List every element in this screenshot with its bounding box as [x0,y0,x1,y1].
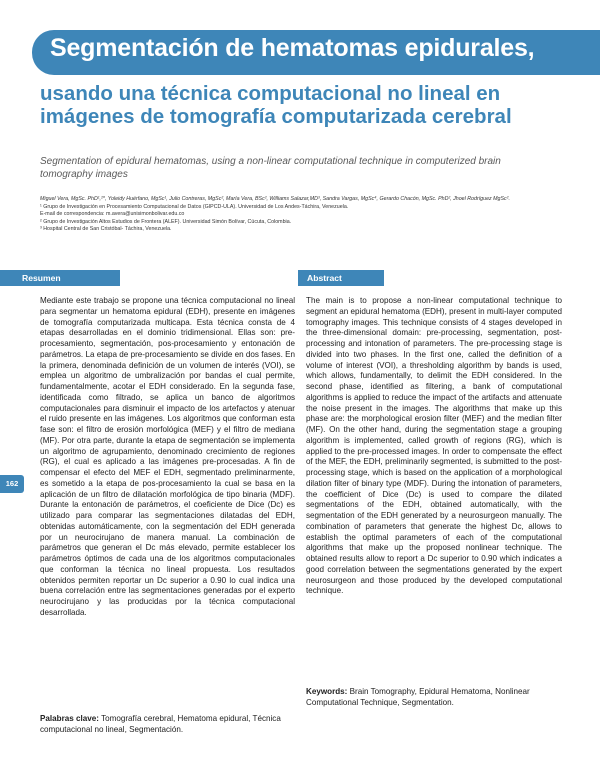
affiliation-1: ¹ Grupo de Investigación en Procesamiento Computacional de Datos (GIPCD-ULA). Universidad de Los Andes-Táchira, Venezuela. [40,203,349,210]
page-number: 162 [0,475,24,493]
correspondence-email: E-mail de correspondencia: m.avera@unisimonbolivar.edu.co [40,211,185,218]
abstract-body: The main is to propose a non-linear computational technique to segment an epidural hematoma (EDH), present in multi-layer computed tomography images. This technique consists of 4 stages developed in the three-dimensional domain: pre-processing, segmentation, post-processing and intonation of parameters. The pre-processing stage is divided into two phases. In the first one, called the definition of a volume of interest (VOI), a thresholding algorithm by bands is used, which allows, fundamentally, to delimit the EDH considered. In the second phase, identified as filtering, a bank of computational algorithms is applied to reduce the impact of the artifacts and attenuate the noise present in the images. The algorithms that make up this phase are: the morphological erosion filter (MEF) and the median filter (MF). On the other hand, during the segmentation stage a grouping algorithm is implemented, called growth of regions (RG), which is applied to the pre-processed images. In order to compensate the effect of the MEF, the EDH, preliminarily segmented, is submitted to the post-processing stage, which is based on the application of a morphological dilation filter of binary type (MDF). During the intonation of parameters, the coefficient of Dice (Dc) is used to compare the dilated segmentations of the EDH, obtained automatically, with the segmentation of the EDH generated by a neurosurgeon manually. The combination of parameters that generate the highest Dc, allows to establish the optimal parameters of each of the computational algorithms that make up the proposed nonlinear technique. The obtained results allow to report a Dc superior to 0.90 which indicates a good correlation between the segmentations generated by the expert neurosurgeon and those produced by the developed computational technique. [306,296,562,596]
author-list: Miguel Vera, MgSc. PhD¹,²*, Yoleidy Huérfano, MgSc¹, Julio Contreras, MgSc², María Vera, BSc², Williams Salazar,MD³, Sandra Vargas, MgSc⁴, Gerardo Chacón, MgSc. PhD², Jhoel Rodríguez MgSc². [40,196,510,202]
affiliation-2: ² Grupo de Investigación Altos Estudios de Frontera (ALEF). Universidad Simón Bolívar, Cúcuta, Colombia. [40,218,292,225]
affiliation-3: ³ Hospital Central de San Cristóbal- Táchira, Venezuela. [40,226,172,233]
palabras-clave-label: Palabras clave: [40,714,99,723]
resumen-body: Mediante este trabajo se propone una técnica computacional no lineal para segmentar un hematoma epidural (EDH), presente en imágenes de tomografía computarizada multicapa. Esta técnica consta de 4 etapas desarrolladas en el dominio tridimensional. Ellas son: pre-procesamiento, segmentación, pos-procesamiento y entonación de parámetros. La etapa de pre-procesamiento se divide en dos fases. En la primera, denominada definición de un volumen de interés (VOI), se emplea un algoritmo de umbralización por bandas el cual permite, fundamentalmente, acotar el EDH considerado. En la segunda fase, identificada como filtrado, se aplica un banco de algoritmos computacionales para disminuir el impacto de los artefactos y atenuar el ruido presente en las imágenes. Los algoritmos que conforman esta fase son: el filtro de erosión morfológica (MEF) y el filtro de mediana (MF). Por otra parte, durante la etapa de segmentación se implementa un algoritmo de agrupamiento, denominado crecimiento de regiones (RG), el cual es aplicado a las imágenes pre-procesadas. A fin de compensar el efecto del MEF el EDH, segmentado preliminarmente, es sometido a la etapa de pos-procesamiento la cual se basa en la aplicación de un filtro de dilatación morfológica de tipo binaria (MDF). Durante la entonación de parámetros, el coeficiente de Dice (Dc) es utilizado para comparar las segmentaciones dilatadas del EDH, obtenidas automáticamente, con la segmentación del EDH generada por un neurocirujano de manera manual. La combinación de parámetros que generan el Dc más elevado, permite establecer los parámetros óptimos de cada una de los algoritmos computacionales que conforman la técnica no lineal propuesta. Los resultados obtenidos permiten reportar un Dc superior a 0.90 lo cual indica una buena correlación entre las segmentaciones generadas por el experto neurocirujano y las producidas por la técnica computacional desarrollada. [40,296,295,617]
palabras-clave [40,714,300,736]
title-continuation: usando una técnica computacional no lineal en imágenes de tomografía computarizada cerebral [40,82,512,128]
resumen-heading: Resumen [0,270,120,286]
abstract-heading: Abstract [298,270,384,286]
keywords [306,687,562,709]
title-line-1: Segmentación de hematomas epidurales, [50,34,535,62]
author-block [40,196,580,234]
english-subtitle: Segmentation of epidural hematomas, using a non-linear computational technique in computerized brain tomography images [40,156,501,180]
keywords-label: Keywords: [306,687,348,696]
keywords-text: Brain Tomography, Epidural Hematoma, Nonlinear Computational Technique, Segmentation. [306,687,530,707]
palabras-clave-text: Tomografía cerebral, Hematoma epidural, Técnica computacional no lineal, Segmentación. [40,714,281,734]
